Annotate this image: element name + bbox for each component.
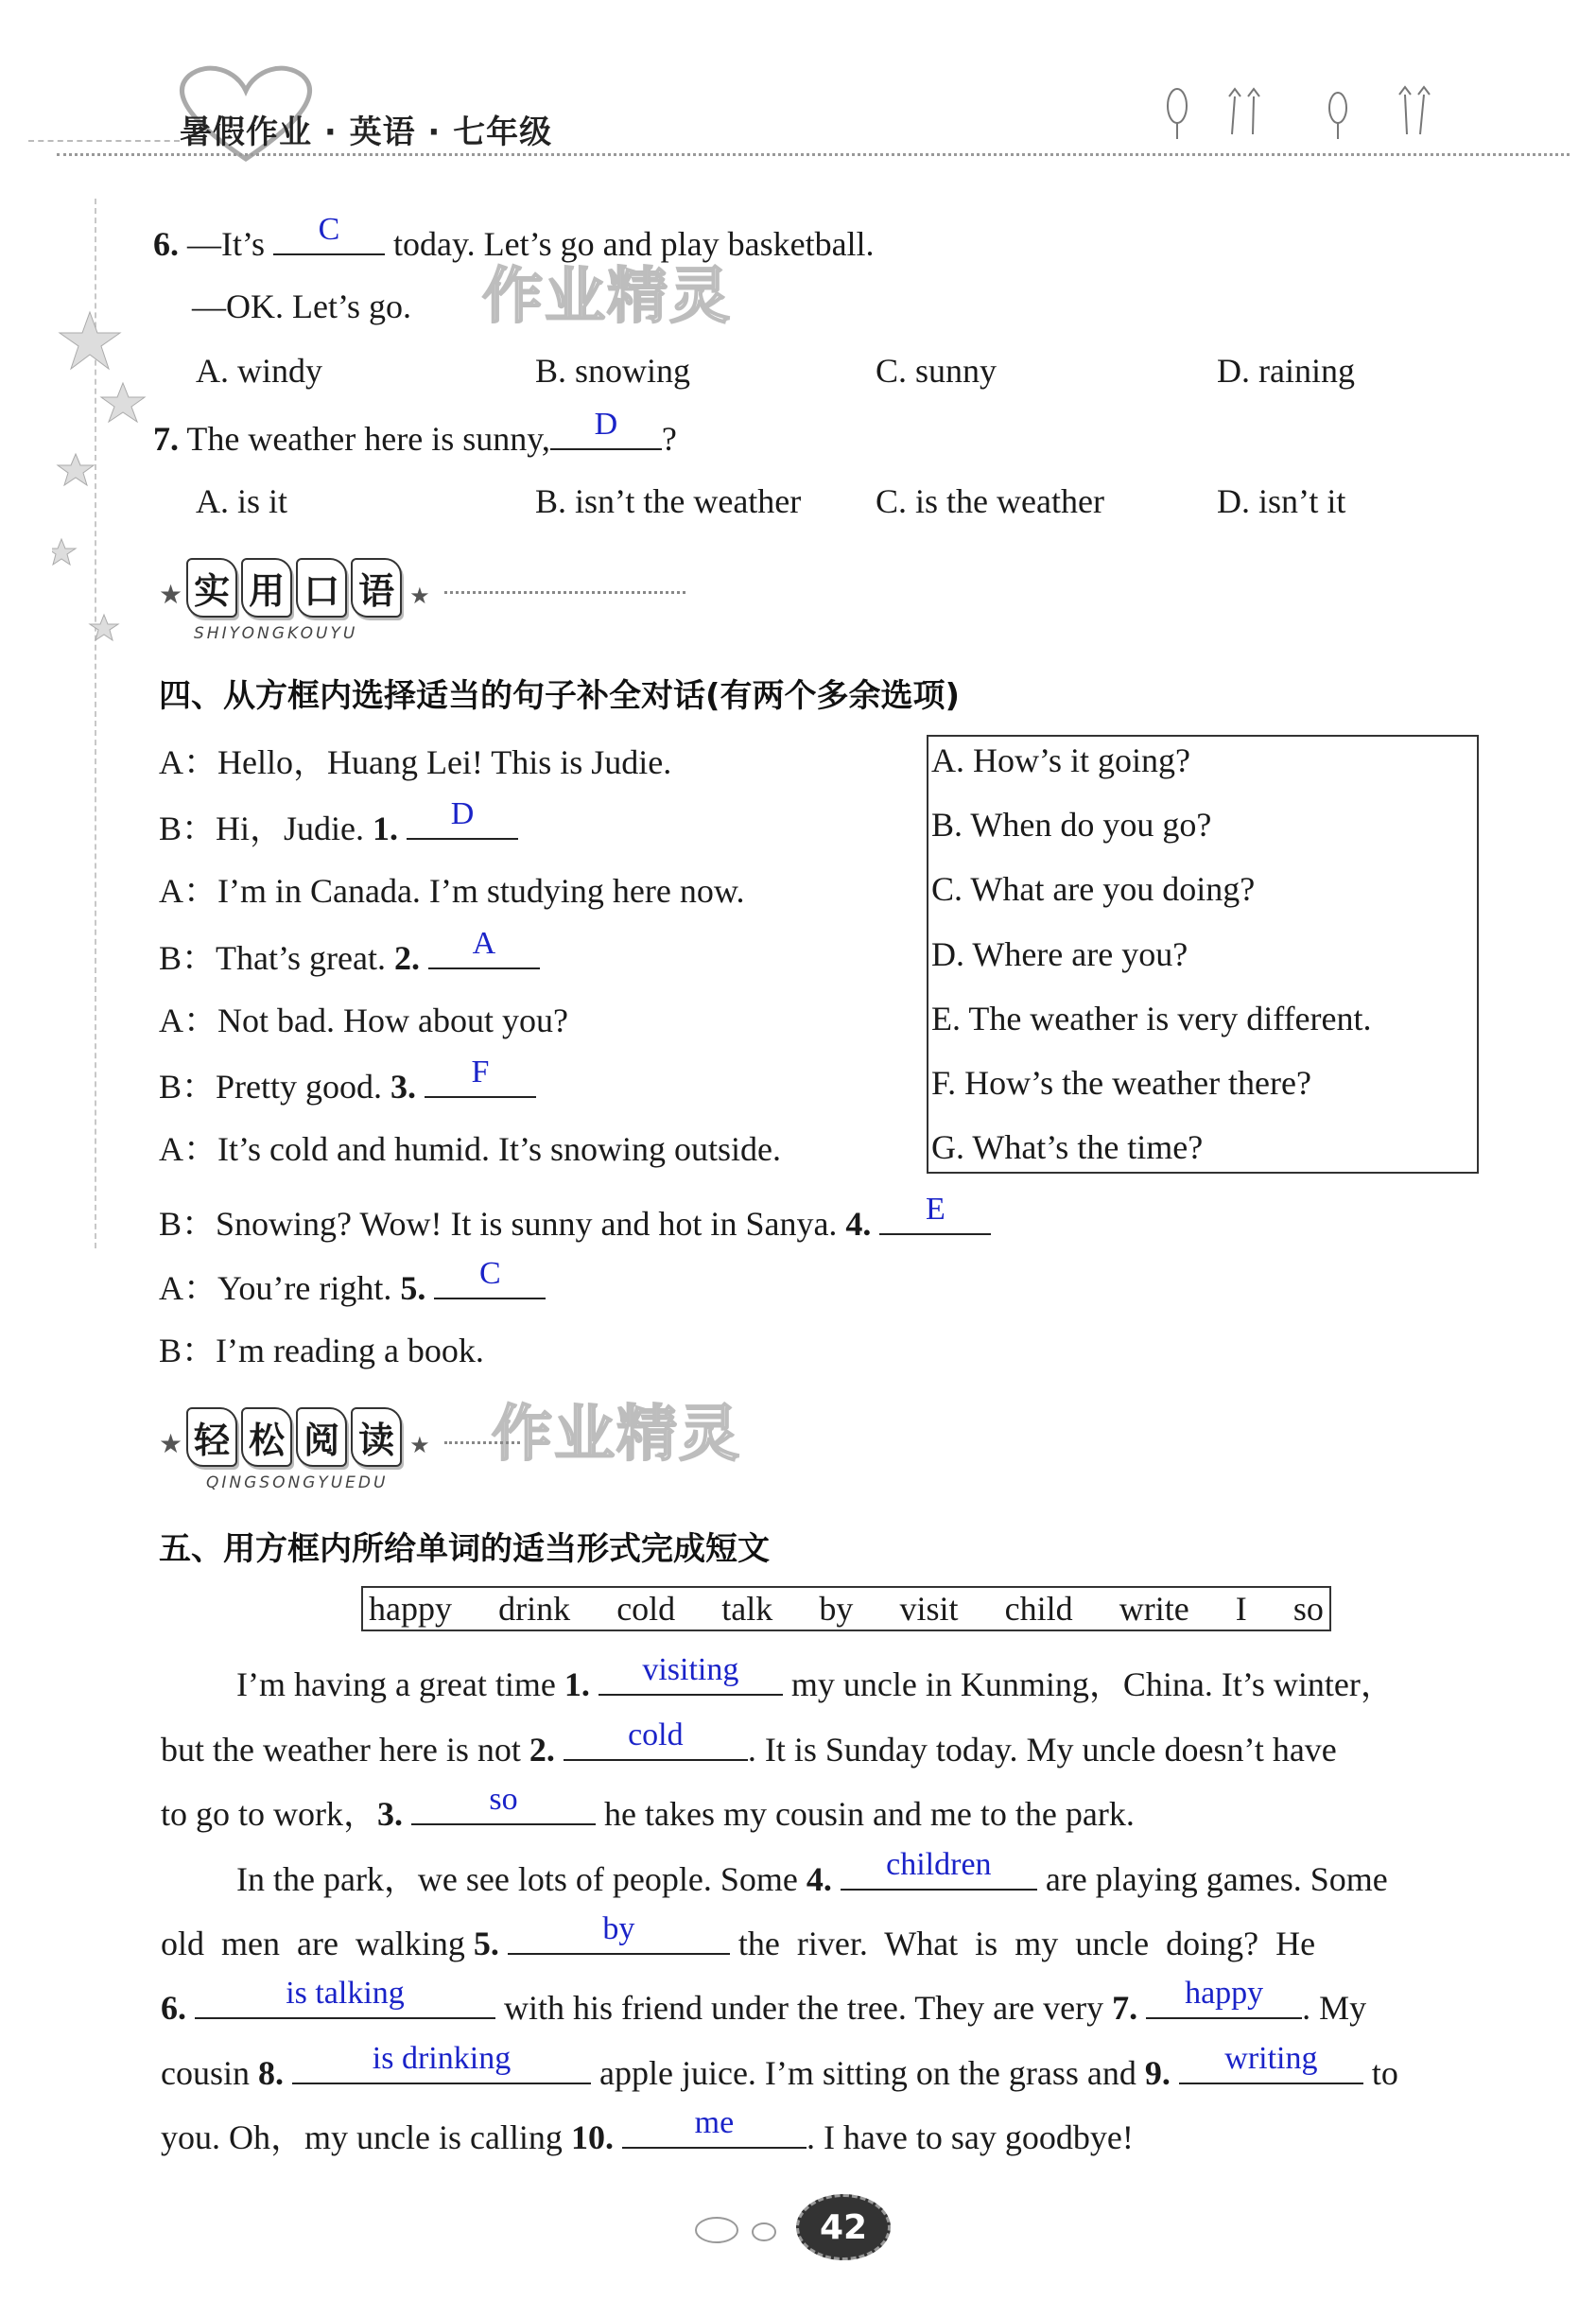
handwritten-answer: A bbox=[472, 926, 496, 961]
q7-option-d: D. isn’t it bbox=[1217, 482, 1346, 520]
stars-decoration-icon bbox=[52, 303, 147, 643]
dialogue-line: B：Hi，Judie. 1. D bbox=[159, 806, 518, 849]
word: visit bbox=[899, 1590, 959, 1628]
passage-line: I’m having a great time 1. visiting my uncle in Kunming，China. It’s winter， bbox=[236, 1652, 1395, 1703]
word: talk bbox=[721, 1590, 773, 1628]
dialogue-line: A：Not bad. How about you? bbox=[159, 1002, 568, 1039]
answer-blank bbox=[273, 212, 385, 255]
plants-decoration-icon bbox=[1158, 78, 1461, 144]
option-g: G. What’s the time? bbox=[931, 1128, 1204, 1166]
q7-option-c: C. is the weather bbox=[876, 482, 1104, 520]
answer-blank bbox=[411, 1782, 596, 1825]
option-d: D. Where are you? bbox=[931, 935, 1188, 973]
dialogue-line: A：Hello，Huang Lei! This is Judie. bbox=[159, 743, 672, 781]
part4-title: 四、从方框内选择适当的句子补全对话(有两个多余选项) bbox=[159, 677, 961, 715]
answer-blank bbox=[550, 407, 662, 450]
handwritten-answer: D bbox=[450, 796, 475, 831]
handwritten-answer: E bbox=[926, 1192, 945, 1227]
word: write bbox=[1119, 1590, 1189, 1628]
dialogue-line: B：That’s great. 2. A bbox=[159, 935, 540, 979]
handwritten-answer: by bbox=[602, 1911, 635, 1946]
answer-blank bbox=[508, 1911, 730, 1955]
star-icon: ★ bbox=[159, 1430, 183, 1459]
answer-blank bbox=[434, 1256, 546, 1299]
handwritten-answer: children bbox=[886, 1847, 992, 1882]
question-6-reply: —OK. Let’s go. bbox=[192, 288, 411, 325]
word: I bbox=[1235, 1590, 1247, 1628]
question-6: 6. —It’s C today. Let’s go and play basketball. bbox=[153, 212, 875, 263]
q6-option-b: B. snowing bbox=[535, 352, 691, 390]
watermark: 作业精灵 bbox=[492, 1400, 741, 1470]
passage-line: In the park，we see lots of people. Some 4. children are playing games. Some bbox=[236, 1847, 1388, 1898]
question-7: 7. The weather here is sunny, D ? bbox=[153, 407, 677, 458]
handwritten-answer: C bbox=[318, 212, 340, 247]
passage-line: old men are walking 5. by the river. What is my uncle doing? He bbox=[161, 1911, 1316, 1962]
word: happy bbox=[369, 1590, 452, 1628]
answer-blank bbox=[841, 1847, 1037, 1891]
dialogue-line: A：I’m in Canada. I’m studying here now. bbox=[159, 872, 745, 910]
answer-blank bbox=[622, 2105, 807, 2149]
dialogue-line: B：I’m reading a book. bbox=[159, 1332, 484, 1369]
word: so bbox=[1292, 1590, 1324, 1628]
option-e: E. The weather is very different. bbox=[931, 1000, 1372, 1037]
watermark: 作业精灵 bbox=[482, 262, 732, 332]
passage-line: to go to work，3. so he takes my cousin and me to the park. bbox=[161, 1782, 1135, 1833]
answer-blank bbox=[1179, 2041, 1363, 2084]
section-header-reading: ★ 轻 松 阅 读 ★ bbox=[159, 1407, 430, 1483]
star-icon: ★ bbox=[409, 1434, 430, 1458]
dialogue-line: A：It’s cold and humid. It’s snowing outside. bbox=[159, 1130, 781, 1168]
handwritten-answer: me bbox=[694, 2105, 735, 2140]
answer-blank bbox=[598, 1652, 783, 1696]
handwritten-answer: visiting bbox=[642, 1652, 739, 1687]
option-c: C. What are you doing? bbox=[931, 870, 1256, 908]
option-a: A. How’s it going? bbox=[931, 741, 1190, 779]
dialogue-line: A：You’re right. 5. C bbox=[159, 1265, 546, 1309]
q6-option-d: D. raining bbox=[1217, 352, 1355, 390]
q6-option-c: C. sunny bbox=[876, 352, 998, 390]
answer-blank bbox=[879, 1192, 991, 1235]
page-number: 42 bbox=[796, 2194, 891, 2260]
word: cold bbox=[616, 1590, 676, 1628]
part5-title: 五、用方框内所给单词的适当形式完成短文 bbox=[159, 1530, 770, 1568]
word: by bbox=[819, 1590, 854, 1628]
star-icon: ★ bbox=[409, 584, 430, 609]
answer-blank bbox=[1146, 1976, 1302, 2019]
header-divider bbox=[57, 153, 1570, 156]
handwritten-answer: is talking bbox=[286, 1976, 405, 2011]
dialogue-line: B：Snowing? Wow! It is sunny and hot in Sanya. 4. E bbox=[159, 1201, 991, 1245]
ovals-decoration-icon bbox=[688, 2211, 792, 2249]
q6-option-a: A. windy bbox=[196, 352, 322, 390]
handwritten-answer: D bbox=[594, 407, 618, 442]
passage-line: cousin 8. is drinking apple juice. I’m sitting on the grass and 9. writing to bbox=[161, 2041, 1398, 2092]
option-f: F. How’s the weather there? bbox=[931, 1064, 1311, 1102]
section-header-speaking: ★ 实 用 口 语 ★ bbox=[159, 558, 430, 634]
handwritten-answer: writing bbox=[1224, 2041, 1318, 2076]
section-pinyin: QINGSONGYUEDU bbox=[206, 1473, 389, 1492]
dialogue-line: B：Pretty good. 3. F bbox=[159, 1064, 536, 1107]
header-title: 暑假作业 · 英语 · 七年级 bbox=[180, 113, 553, 151]
handwritten-answer: F bbox=[471, 1054, 490, 1089]
passage-line: but the weather here is not 2. cold . It is Sunday today. My uncle doesn’t have bbox=[161, 1717, 1337, 1769]
section-dots bbox=[444, 591, 685, 594]
answer-blank bbox=[428, 926, 540, 969]
star-icon: ★ bbox=[159, 581, 183, 610]
handwritten-answer: so bbox=[489, 1782, 518, 1817]
passage-line: you. Oh，my uncle is calling 10. me . I have to say goodbye! bbox=[161, 2105, 1134, 2156]
header-dash bbox=[28, 140, 180, 142]
answer-blank bbox=[564, 1717, 748, 1761]
handwritten-answer: C bbox=[479, 1256, 501, 1291]
option-b: B. When do you go? bbox=[931, 806, 1212, 844]
word: child bbox=[1004, 1590, 1073, 1628]
handwritten-answer: is drinking bbox=[372, 2041, 512, 2076]
answer-blank bbox=[195, 1976, 495, 2019]
answer-blank bbox=[425, 1054, 536, 1098]
word: drink bbox=[498, 1590, 571, 1628]
handwritten-answer: cold bbox=[628, 1717, 684, 1752]
q7-option-a: A. is it bbox=[196, 482, 288, 520]
q7-option-b: B. isn’t the weather bbox=[535, 482, 802, 520]
answer-blank bbox=[407, 796, 518, 840]
handwritten-answer: happy bbox=[1185, 1976, 1264, 2011]
answer-blank bbox=[292, 2041, 591, 2084]
passage-line: 6. is talking with his friend under the tree. They are very 7. happy . My bbox=[161, 1976, 1367, 2027]
section-pinyin: SHIYONGKOUYU bbox=[194, 624, 358, 643]
section-dots bbox=[444, 1441, 520, 1444]
word-box bbox=[361, 1586, 1331, 1631]
